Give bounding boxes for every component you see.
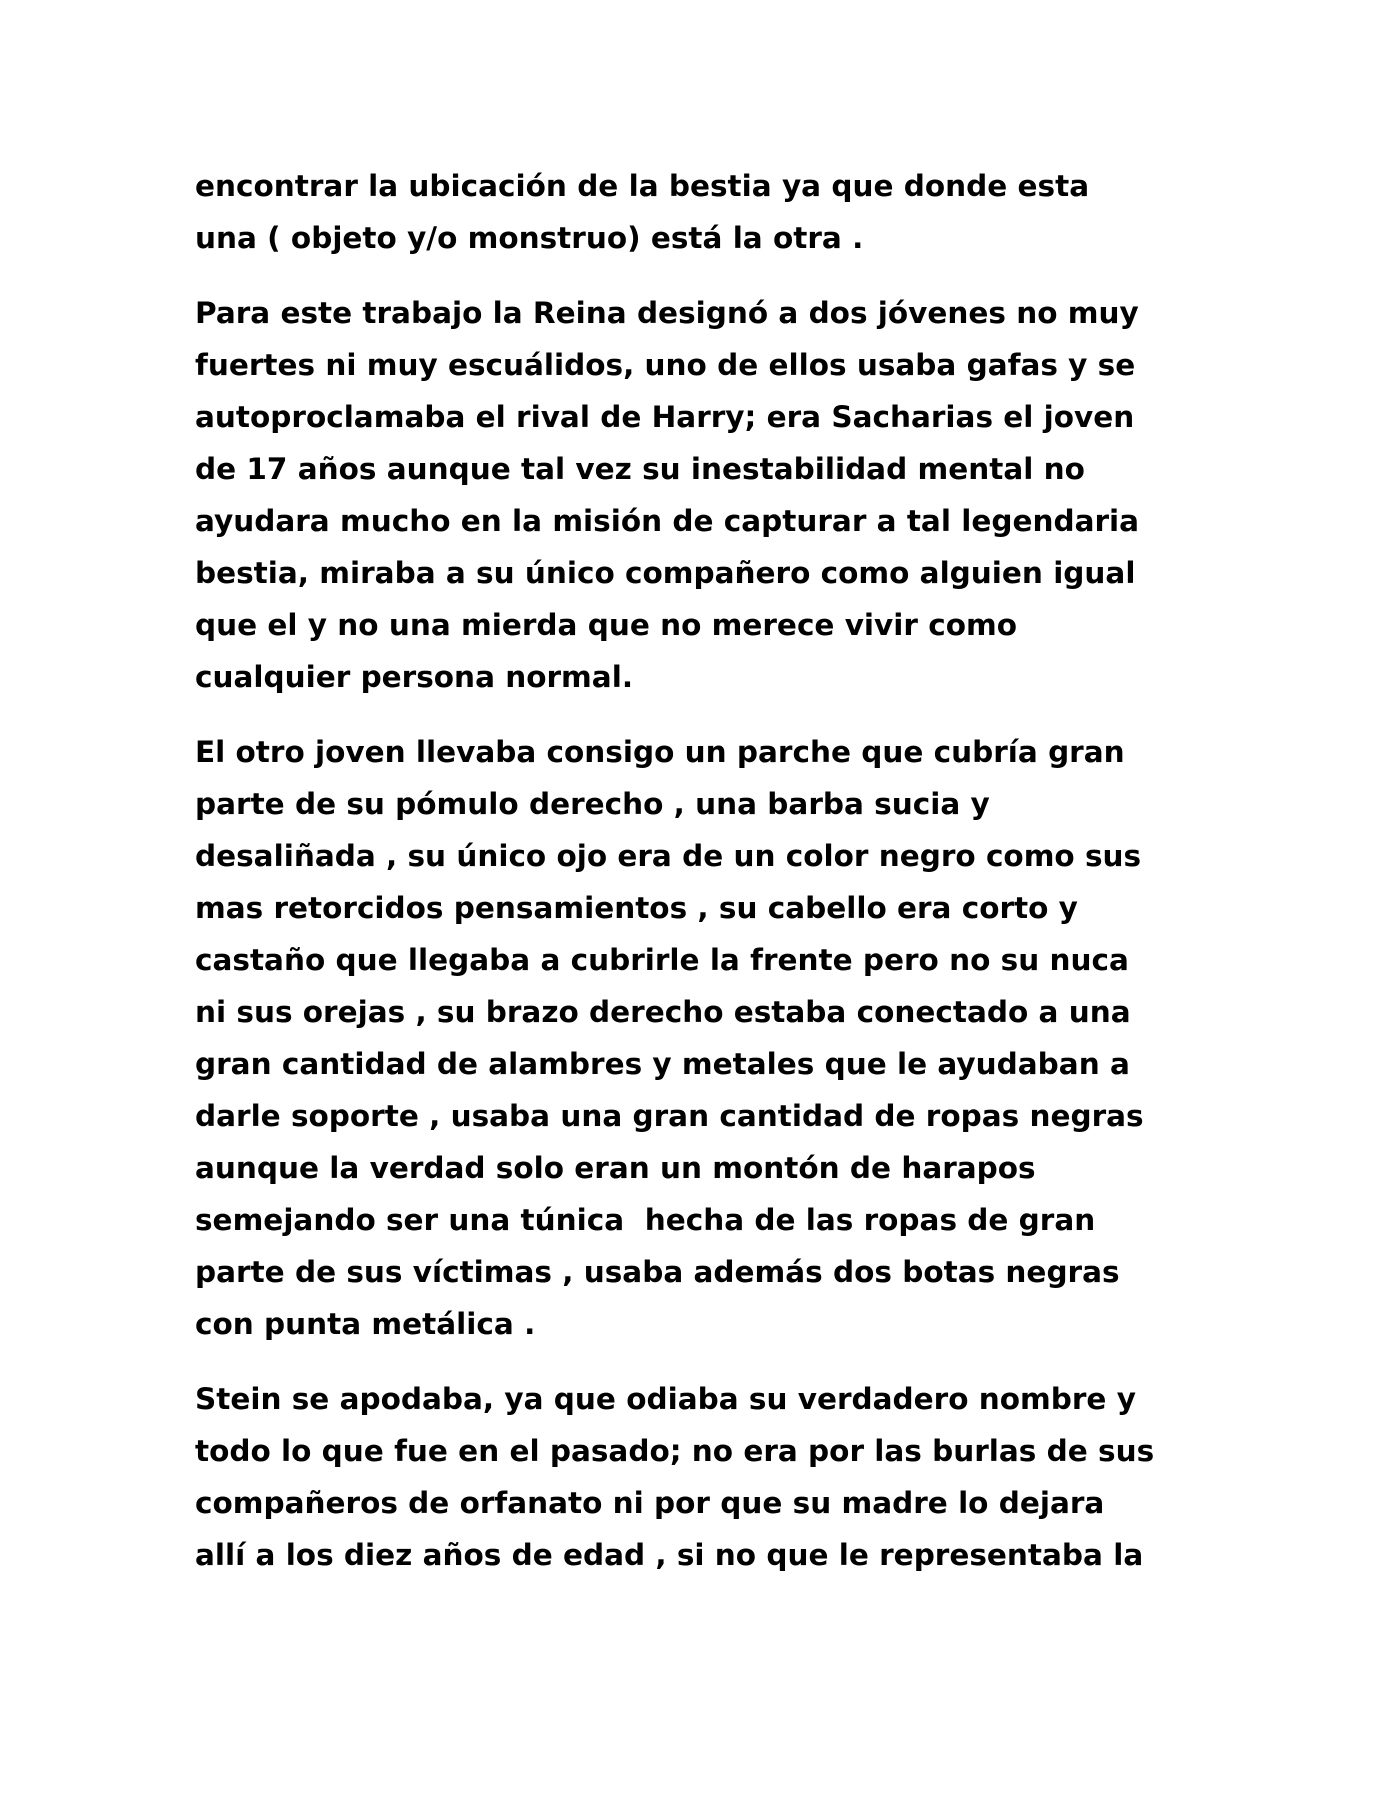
text-line: todo lo que fue en el pasado; no era por las burlas de sus <box>195 1434 1155 1468</box>
paragraph-1 <box>195 160 1245 264</box>
text-line: compañeros de orfanato ni por que su madre lo dejara <box>195 1486 1105 1520</box>
paragraph-3 <box>195 726 1245 1350</box>
paragraph-2 <box>195 287 1245 703</box>
text-line: Para este trabajo la Reina designó a dos jóvenes no muy <box>195 296 1139 330</box>
text-line: parte de sus víctimas , usaba además dos botas negras <box>195 1255 1120 1289</box>
text-line: autoproclamaba el rival de Harry; era Sacharias el joven <box>195 400 1135 434</box>
document-body <box>195 160 1245 1604</box>
text-line: cualquier persona normal. <box>195 660 634 694</box>
text-line: aunque la verdad solo eran un montón de harapos <box>195 1151 1036 1185</box>
text-line: mas retorcidos pensamientos , su cabello era corto y <box>195 891 1078 925</box>
text-line: semejando ser una túnica hecha de las ropas de gran <box>195 1203 1096 1237</box>
text-line: una ( objeto y/o monstruo) está la otra . <box>195 221 864 255</box>
text-line: ni sus orejas , su brazo derecho estaba conectado a una <box>195 995 1131 1029</box>
text-line: ayudara mucho en la misión de capturar a tal legendaria <box>195 504 1140 538</box>
text-line: desaliñada , su único ojo era de un color negro como sus <box>195 839 1142 873</box>
text-line: Stein se apodaba, ya que odiaba su verdadero nombre y <box>195 1382 1136 1416</box>
text-line: allí a los diez años de edad , si no que le representaba la <box>195 1538 1144 1572</box>
text-line: con punta metálica . <box>195 1307 536 1341</box>
text-line: bestia, miraba a su único compañero como alguien igual <box>195 556 1136 590</box>
text-line: darle soporte , usaba una gran cantidad de ropas negras <box>195 1099 1144 1133</box>
text-line: encontrar la ubicación de la bestia ya que donde esta <box>195 169 1090 203</box>
text-line: que el y no una mierda que no merece vivir como <box>195 608 1017 642</box>
text-line: castaño que llegaba a cubrirle la frente pero no su nuca <box>195 943 1129 977</box>
text-line: gran cantidad de alambres y metales que le ayudaban a <box>195 1047 1130 1081</box>
text-line: de 17 años aunque tal vez su inestabilidad mental no <box>195 452 1085 486</box>
paragraph-4 <box>195 1373 1245 1581</box>
text-line: fuertes ni muy escuálidos, uno de ellos usaba gafas y se <box>195 348 1136 382</box>
text-line: El otro joven llevaba consigo un parche que cubría gran <box>195 735 1125 769</box>
text-line: parte de su pómulo derecho , una barba sucia y <box>195 787 990 821</box>
